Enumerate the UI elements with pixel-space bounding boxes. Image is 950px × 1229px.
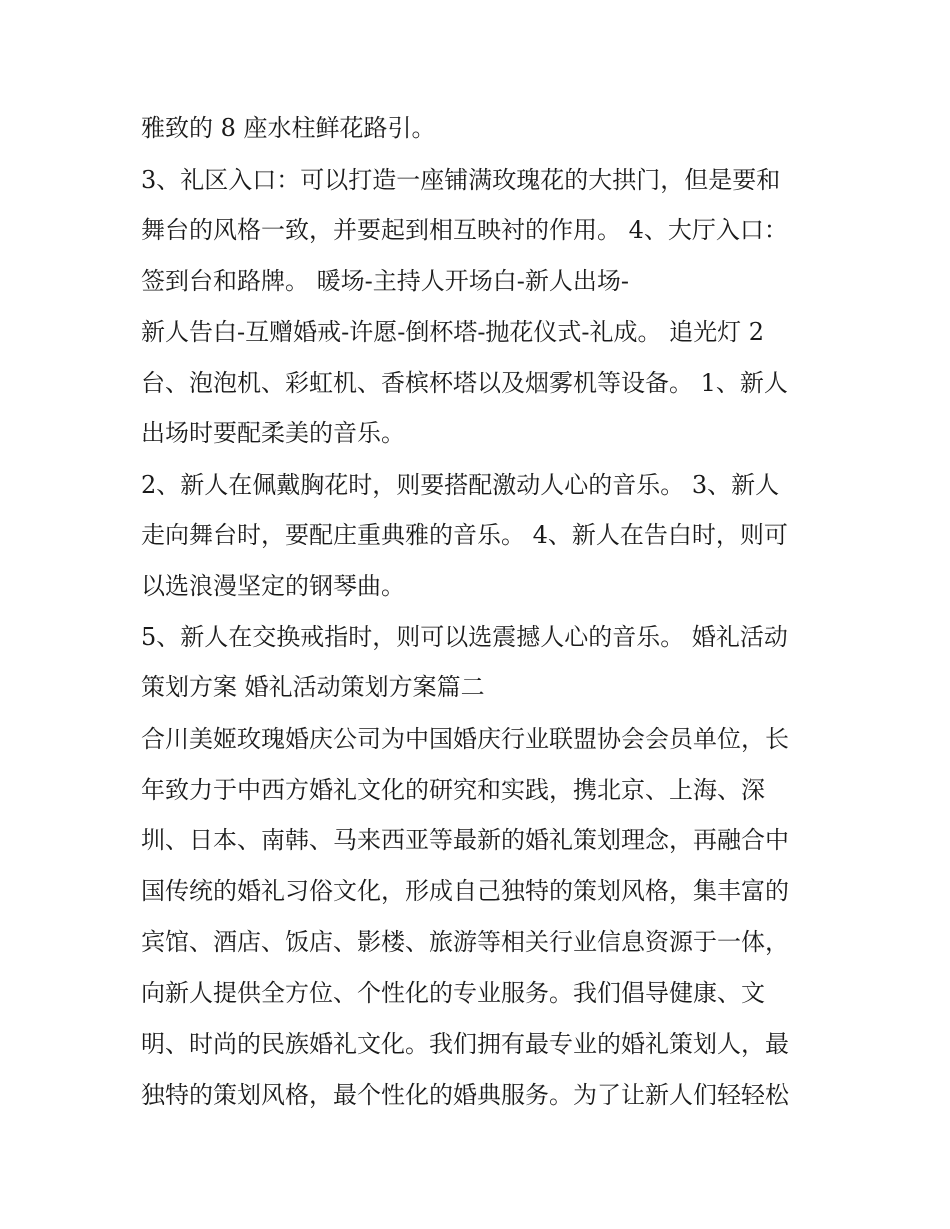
text-line: 台、泡泡机、彩虹机、香槟杯塔以及烟雾机等设备。 1、新人: [141, 369, 788, 397]
text-line: 雅致的 8 座水柱鲜花路引。: [141, 114, 436, 142]
text-line: 5、新人在交换戒指时，则可以选震撼人心的音乐。 婚礼活动: [141, 623, 788, 651]
text-line: 舞台的风格一致，并要起到相互映衬的作用。 4、大厅入口：: [141, 216, 788, 244]
text-line: 3、礼区入口：可以打造一座铺满玫瑰花的大拱门，但是要和: [141, 166, 781, 194]
text-line: 国传统的婚礼习俗文化，形成自己独特的策划风格，集丰富的: [141, 877, 789, 905]
text-line: 向新人提供全方位、个性化的专业服务。我们倡导健康、文: [141, 979, 765, 1007]
text-line: 出场时要配柔美的音乐。: [141, 419, 405, 447]
text-line: 策划方案 婚礼活动策划方案篇二: [141, 673, 485, 701]
text-line: 新人告白-互赠婚戒-许愿-倒杯塔-抛花仪式-礼成。 追光灯 2: [141, 318, 765, 346]
text-line: 以选浪漫坚定的钢琴曲。: [141, 572, 405, 600]
text-line: 签到台和路牌。 暖场-主持人开场白-新人出场-: [141, 267, 629, 295]
text-line: 合川美姬玫瑰婚庆公司为中国婚庆行业联盟协会会员单位，长: [141, 725, 789, 753]
text-line: 走向舞台时，要配庄重典雅的音乐。 4、新人在告白时，则可: [141, 521, 788, 549]
text-line: 年致力于中西方婚礼文化的研究和实践，携北京、上海、深: [141, 776, 765, 804]
text-line: 明、时尚的民族婚礼文化。我们拥有最专业的婚礼策划人，最: [141, 1030, 789, 1058]
text-line: 圳、日本、南韩、马来西亚等最新的婚礼策划理念，再融合中: [141, 826, 789, 854]
text-line: 2、新人在佩戴胸花时，则要搭配激动人心的音乐。 3、新人: [141, 471, 780, 499]
text-line: 独特的策划风格，最个性化的婚典服务。为了让新人们轻轻松: [141, 1081, 789, 1109]
text-line: 宾馆、酒店、饭店、影楼、旅游等相关行业信息资源于一体，: [141, 928, 789, 956]
